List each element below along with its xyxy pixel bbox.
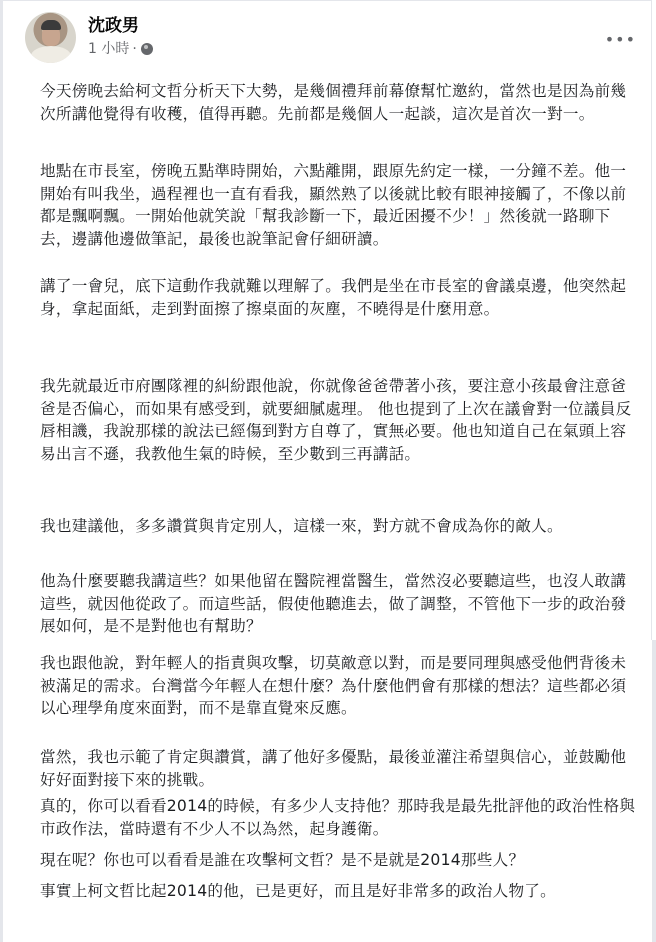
paragraph-9: 真的，你可以看看2014的時候，有多少人支持他？那時我是最先批評他的政治性格與市政作法，當時還有不少人不以為然，起身護衛。 xyxy=(40,797,636,838)
paragraph-7: 我也跟他說，對年輕人的指責與攻擊，切莫敵意以對，而是要同理與感受他們背後未被滿足的需求。台灣當今年輕人在想什麼？為什麼他們會有那樣的想法？這些都必須以心理學角度來面對，而不是靠直覺來反應。 xyxy=(40,654,627,718)
timestamp[interactable]: 1 小時 xyxy=(88,41,130,57)
separator: · xyxy=(132,41,137,57)
paragraph-4: 我先就最近市府團隊裡的糾紛跟他說，你就像爸爸帶著小孩，要注意小孩最會注意爸爸是否偏心，而如果有感受到，就要細膩處理。 他也提到了上次在議會對一位議員反唇相譏，我說那樣的說法已經傷到對方自尊了，實無必要。他也知道自己在氣頭上容易出言不遜，我教他生氣的時候，至少數到三再講話。 xyxy=(40,377,632,463)
post-meta xyxy=(88,15,153,59)
timestamp-row xyxy=(88,39,153,59)
paragraph-5: 我也建議他，多多讚賞與肯定別人，這樣一來，對方就不會成為你的敵人。 xyxy=(40,517,563,535)
paragraph-8: 當然，我也示範了肯定與讚賞，講了他好多優點，最後並灌注希望與信心，並鼓勵他好好面對接下來的挑戰。 xyxy=(40,748,627,789)
paragraph-1: 今天傍晚去給柯文哲分析天下大勢，是幾個禮拜前幕僚幫忙邀約，當然也是因為前幾次所講他覺得有收穫，值得再聽。先前都是幾個人一起談，這次是首次一對一。 xyxy=(40,82,627,123)
author-name[interactable]: 沈政男 xyxy=(88,16,139,36)
paragraph-2: 地點在市長室，傍晚五點準時開始，六點離開，跟原先約定一樣，一分鐘不差。他一開始有叫我坐，過程裡也一直有看我，顯然熟了以後就比較有眼神接觸了，不像以前都是飄啊飄。一開始他就笑說「幫我診斷一下，最近困擾不少！」然後就一路聊下去，邊講他邊做筆記，最後也說筆記會仔細研讀。 xyxy=(40,162,627,248)
avatar[interactable] xyxy=(25,12,76,63)
post-header xyxy=(25,12,153,62)
paragraph-11: 事實上柯文哲比起2014的他，已是更好，而且是好非常多的政治人物了。 xyxy=(40,882,556,900)
paragraph-10: 現在呢？你也可以看看是誰在攻擊柯文哲？是不是就是2014那些人？ xyxy=(40,851,525,869)
more-options-button[interactable]: ••• xyxy=(604,30,636,49)
globe-icon[interactable] xyxy=(141,43,153,55)
paragraph-3: 講了一會兒，底下這動作我就難以理解了。我們是坐在市長室的會議桌邊，他突然起身，拿起面紙，走到對面擦了擦桌面的灰塵，不曉得是什麼用意。 xyxy=(40,277,627,318)
paragraph-6: 他為什麼要聽我講這些？如果他留在醫院裡當醫生，當然沒必要聽這些，也沒人敢講這些，就因他從政了。而這些話，假使他聽進去，做了調整，不管他下一步的政治發展如何，是不是對他也有幫助？ xyxy=(40,572,627,636)
